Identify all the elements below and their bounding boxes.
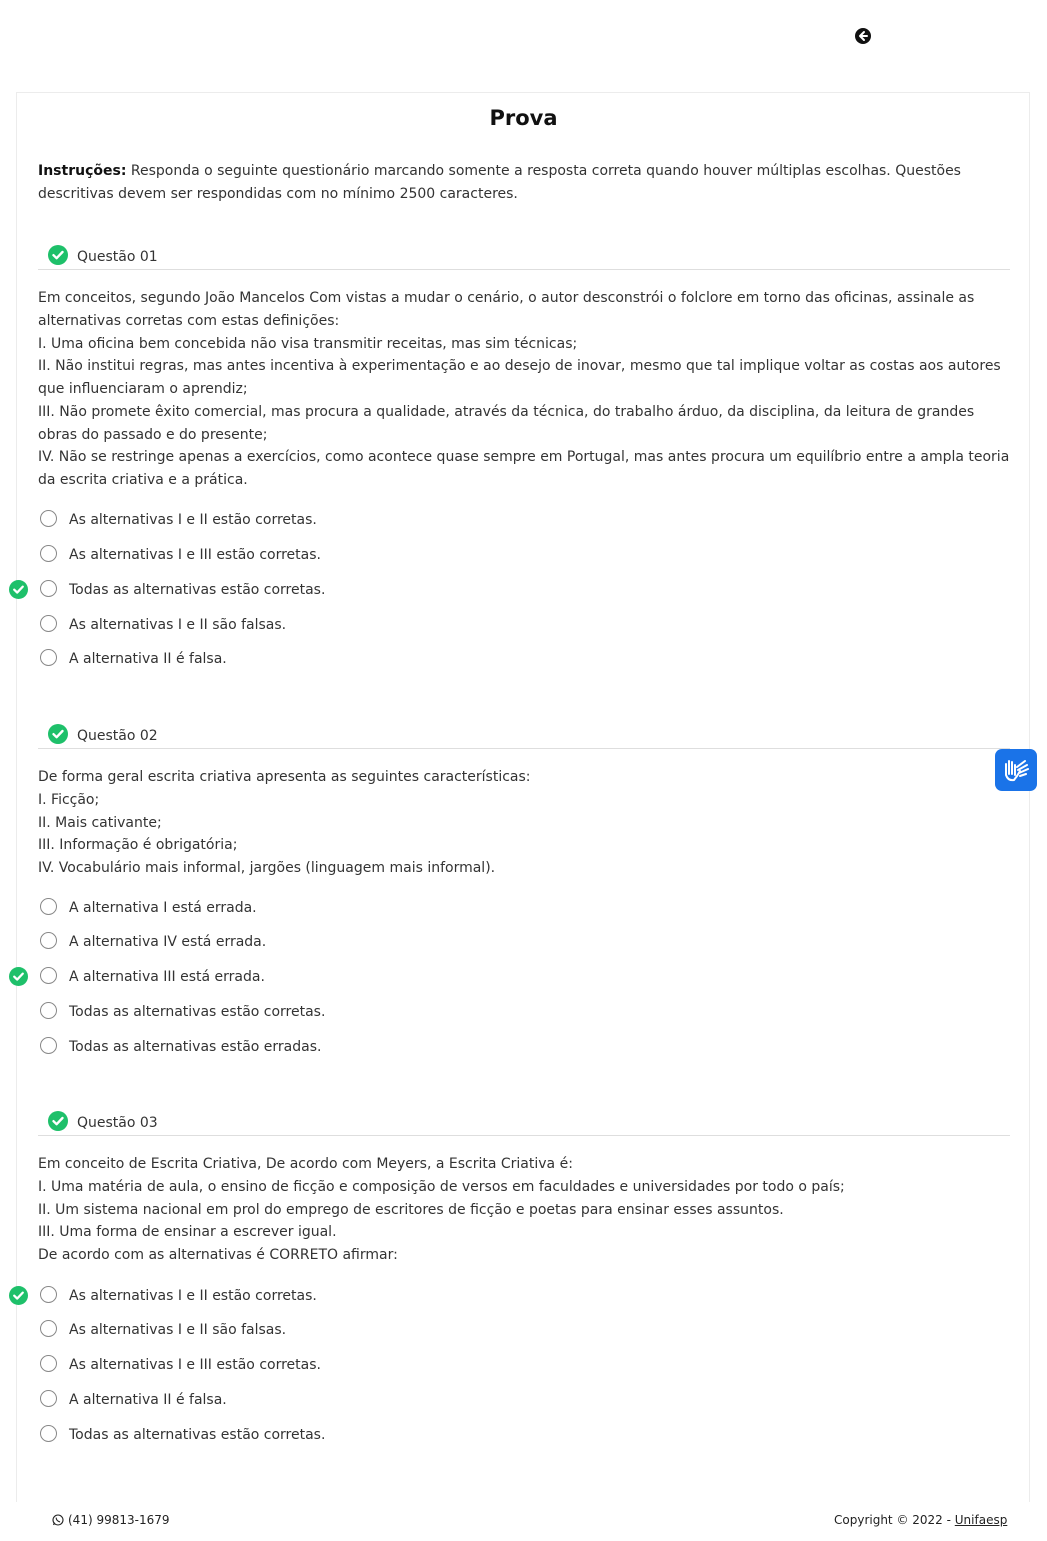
- question-label: Questão 02: [77, 728, 158, 744]
- footer-copyright: [834, 1513, 1007, 1527]
- check-circle-icon: [48, 724, 68, 744]
- answer-option-correct[interactable]: [0, 580, 700, 604]
- sign-language-button[interactable]: [995, 749, 1037, 791]
- question-line: IV. Vocabulário mais informal, jargões (linguagem mais informal).: [38, 860, 496, 876]
- question-text: [38, 1153, 1010, 1267]
- option-label: Todas as alternativas estão corretas.: [69, 1004, 326, 1020]
- question-header: [38, 243, 1010, 270]
- question-line: II. Mais cativante;: [38, 814, 162, 831]
- question-line: III. Informação é obrigatória;: [38, 837, 238, 854]
- check-circle-icon: [48, 245, 68, 265]
- footer-phone-text: (41) 99813-1679: [68, 1513, 170, 1527]
- question-line: III. Não promete êxito comercial, mas procura a qualidade, através da técnica, do trabalho árduo, da disciplina, da leitura de grandes obras do passado e do presente;: [38, 403, 975, 443]
- question-line: II. Não institui regras, mas antes incentiva à experimentação e ao desejo de inovar, mesmo que tal implique voltar as costas aos autores que influenciaram o aprendiz;: [38, 358, 1001, 397]
- option-label: A alternativa III está errada.: [69, 969, 265, 985]
- page-title: Prova: [489, 106, 558, 130]
- answer-option[interactable]: [0, 1037, 700, 1061]
- instructions-text: Responda o seguinte questionário marcando somente a resposta correta quando houver múltiplas escolhas. Questões descritivas devem ser respondidas com no mínimo 2500 caracteres.: [38, 163, 961, 202]
- radio-button[interactable]: [40, 1037, 57, 1054]
- answer-option-correct[interactable]: [0, 1286, 700, 1310]
- question-header: [38, 722, 1010, 749]
- answer-option[interactable]: [0, 649, 700, 673]
- option-label: As alternativas I e III estão corretas.: [69, 547, 321, 563]
- answer-option[interactable]: [0, 932, 700, 956]
- back-button[interactable]: [855, 28, 871, 44]
- answer-option[interactable]: [0, 1355, 700, 1379]
- question-line: Em conceito de Escrita Criativa, De acordo com Meyers, a Escrita Criativa é:: [38, 1156, 573, 1172]
- radio-button[interactable]: [40, 510, 57, 527]
- radio-button[interactable]: [40, 580, 57, 597]
- radio-button[interactable]: [40, 1425, 57, 1442]
- option-label: A alternativa II é falsa.: [69, 651, 227, 667]
- question-label: Questão 03: [77, 1115, 158, 1131]
- option-label: A alternativa II é falsa.: [69, 1392, 227, 1408]
- option-label: Todas as alternativas estão corretas.: [69, 582, 326, 598]
- option-label: A alternativa IV está errada.: [69, 934, 267, 950]
- option-label: As alternativas I e II estão corretas.: [69, 512, 317, 528]
- answer-option-correct[interactable]: [0, 967, 700, 991]
- radio-button[interactable]: [40, 1286, 57, 1303]
- radio-button[interactable]: [40, 1355, 57, 1372]
- question-line: De forma geral escrita criativa apresenta as seguintes características:: [38, 769, 531, 785]
- radio-button[interactable]: [40, 1390, 57, 1407]
- radio-button[interactable]: [40, 932, 57, 949]
- question-line: I. Uma matéria de aula, o ensino de ficção e composição de versos em faculdades e universidades por todo o país;: [38, 1178, 845, 1195]
- footer-phone[interactable]: [52, 1513, 170, 1527]
- check-circle-icon: [9, 580, 28, 599]
- back-arrow-icon: [855, 28, 871, 44]
- answer-option[interactable]: [0, 898, 700, 922]
- whatsapp-icon: [52, 1514, 64, 1526]
- answer-option[interactable]: [0, 1425, 700, 1449]
- instructions: [38, 160, 1008, 206]
- radio-button[interactable]: [40, 1320, 57, 1337]
- unifaesp-link[interactable]: Unifaesp: [954, 1513, 1008, 1527]
- radio-button[interactable]: [40, 545, 57, 562]
- question-text: [38, 766, 1010, 880]
- option-label: As alternativas I e II são falsas.: [69, 1322, 287, 1338]
- answer-option[interactable]: [0, 510, 700, 534]
- question-line: II. Um sistema nacional em prol do emprego de escritores de ficção e poetas para ensinar esses assuntos.: [38, 1201, 784, 1218]
- question-line: Em conceitos, segundo João Mancelos Com vistas a mudar o cenário, o autor desconstrói o folclore em torno das oficinas, assinale as alternativas corretas com estas definições:: [38, 290, 975, 329]
- top-bar: [0, 0, 1047, 80]
- question-label: Questão 01: [77, 249, 158, 265]
- radio-button[interactable]: [40, 967, 57, 984]
- option-label: As alternativas I e III estão corretas.: [69, 1357, 321, 1373]
- answer-option[interactable]: [0, 1002, 700, 1026]
- question-line: IV. Não se restringe apenas a exercícios, como acontece quase sempre em Portugal, mas antes procura um equilíbrio entre a ampla teoria da escrita criativa e a prática.: [38, 449, 1010, 488]
- option-label: As alternativas I e II estão corretas.: [69, 1288, 317, 1304]
- answer-option[interactable]: [0, 615, 700, 639]
- question-line: I. Ficção;: [38, 791, 100, 808]
- question-line: I. Uma oficina bem concebida não visa transmitir receitas, mas sim técnicas;: [38, 335, 578, 352]
- radio-button[interactable]: [40, 615, 57, 632]
- option-label: Todas as alternativas estão corretas.: [69, 1427, 326, 1443]
- radio-button[interactable]: [40, 1002, 57, 1019]
- radio-button[interactable]: [40, 649, 57, 666]
- question-header: [38, 1109, 1010, 1136]
- sign-language-hands-icon: [995, 749, 1037, 791]
- answer-option[interactable]: [0, 545, 700, 569]
- copyright-text: Copyright © 2022 -: [834, 1513, 955, 1527]
- radio-button[interactable]: [40, 898, 57, 915]
- check-circle-icon: [9, 967, 28, 986]
- option-label: A alternativa I está errada.: [69, 900, 257, 916]
- question-line: III. Uma forma de ensinar a escrever igual.: [38, 1224, 337, 1241]
- question-text: [38, 287, 1010, 492]
- answer-option[interactable]: [0, 1320, 700, 1344]
- option-label: Todas as alternativas estão erradas.: [69, 1039, 322, 1055]
- question-line: De acordo com as alternativas é CORRETO afirmar:: [38, 1247, 398, 1263]
- check-circle-icon: [9, 1286, 28, 1305]
- check-circle-icon: [48, 1111, 68, 1131]
- instructions-label: Instruções:: [38, 163, 127, 179]
- answer-option[interactable]: [0, 1390, 700, 1414]
- option-label: As alternativas I e II são falsas.: [69, 617, 287, 633]
